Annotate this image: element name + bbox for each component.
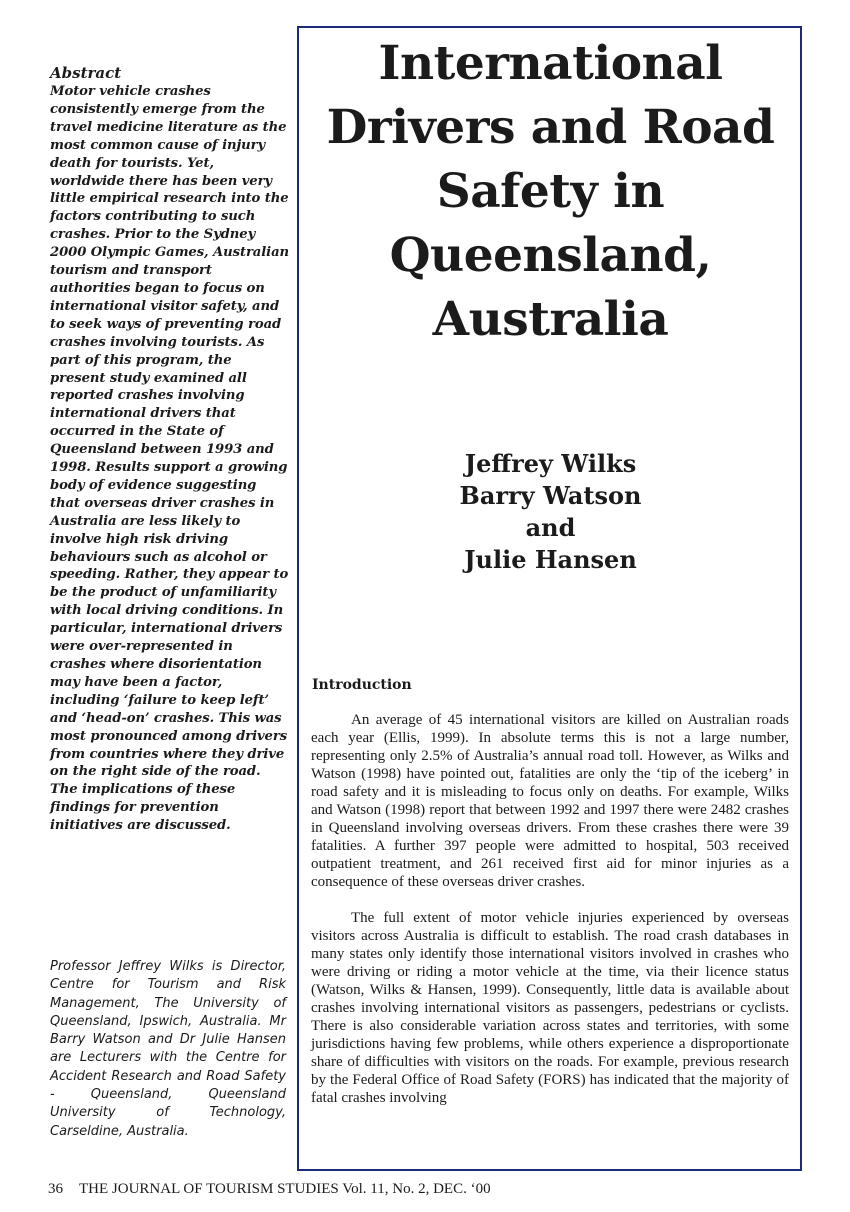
- author-name: Barry Watson: [459, 481, 642, 510]
- author-name: Jeffrey Wilks: [464, 449, 637, 478]
- abstract-body: Motor vehicle crashes consistently emerge from the travel medicine literature as the most common cause of injury death for tourists. Yet, worldwide there has been very little empirical research into the factors contributing to such crashes. Prior to the Sydney 2000 Olympic Games, Australian tourism and transport authorities began to focus on international visitor safety, and to seek ways of preventing road crashes involving tourists. As part of this program, the present study examined all reported crashes involving international drivers that occurred in the State of Queensland between 1993 and 1998. Results support a growing body of evidence suggesting that overseas driver crashes in Australia are less likely to involve high risk driving behaviours such as alcohol or speeding. Rather, they appear to be the product of unfamiliarity with local driving conditions. In particular, international drivers were over-represented in crashes where disorientation may have been a factor, including ‘failure to keep left’ and ‘head-on’ crashes. This was most pronounced among drivers from countries where they drive on the right side of the road. The implications of these findings for prevention initiatives are discussed.: [50, 84, 289, 834]
- introduction-body: [311, 711, 789, 1107]
- journal-citation: THE JOURNAL OF TOURISM STUDIES Vol. 11, No. 2, DEC. ‘00: [79, 1181, 491, 1197]
- author-conjunction: and: [525, 513, 576, 542]
- article-title: International Drivers and Road Safety in Queensland, Australia: [326, 36, 775, 347]
- body-paragraph: An average of 45 international visitors are killed on Australian roads each year (Ellis, 1999). In absolute terms this is not a large number, representing only 2.5% of Australia’s annual road toll. However, as Wilks and Watson (1998) have pointed out, fatalities are only the ‘tip of the iceberg’ in road safety and it is misleading to focus only on deaths. For example, Wilks and Watson (1998) report that between 1992 and 1997 there were 2482 crashes in Queensland involving overseas drivers. From these crashes there were 39 fatalities. A further 397 people were admitted to hospital, 503 received outpatient treatment, and 261 received first aid for minor injuries as a consequence of these overseas driver crashes.: [311, 712, 789, 890]
- page-number: 36: [48, 1181, 63, 1197]
- body-paragraph: The full extent of motor vehicle injuries experienced by overseas visitors across Australia is difficult to establish. The road crash databases in many states only identify those international visitors involved in crashes who were driving or riding a motor vehicle at the time, via their licence status (Watson, Wilks & Hansen, 1999). Consequently, little data is available about crashes involving international visitors as passengers, pedestrians or cyclists. There is also considerable variation across states and territories, with some jurisdictions having few problems, while others experience a disproportionate share of difficulties with visitors on the roads. For example, previous research by the Federal Office of Road Safety (FORS) has indicated that the majority of fatal crashes involving: [311, 910, 789, 1106]
- author-list: [297, 448, 804, 576]
- page-footer: [48, 1180, 491, 1198]
- abstract-heading: Abstract: [50, 64, 122, 82]
- author-name: Julie Hansen: [464, 545, 637, 574]
- introduction-heading: Introduction: [312, 677, 412, 693]
- abstract-section: [50, 64, 290, 835]
- author-affiliation-note: Professor Jeffrey Wilks is Director, Centre for Tourism and Risk Management, The University of Queensland, Ipswich, Australia. Mr Barry Watson and Dr Julie Hansen are Lecturers with the Centre for Accident Research and Road Safety - Queensland, Queensland University of Technology, Carseldine, Australia.: [50, 959, 286, 1139]
